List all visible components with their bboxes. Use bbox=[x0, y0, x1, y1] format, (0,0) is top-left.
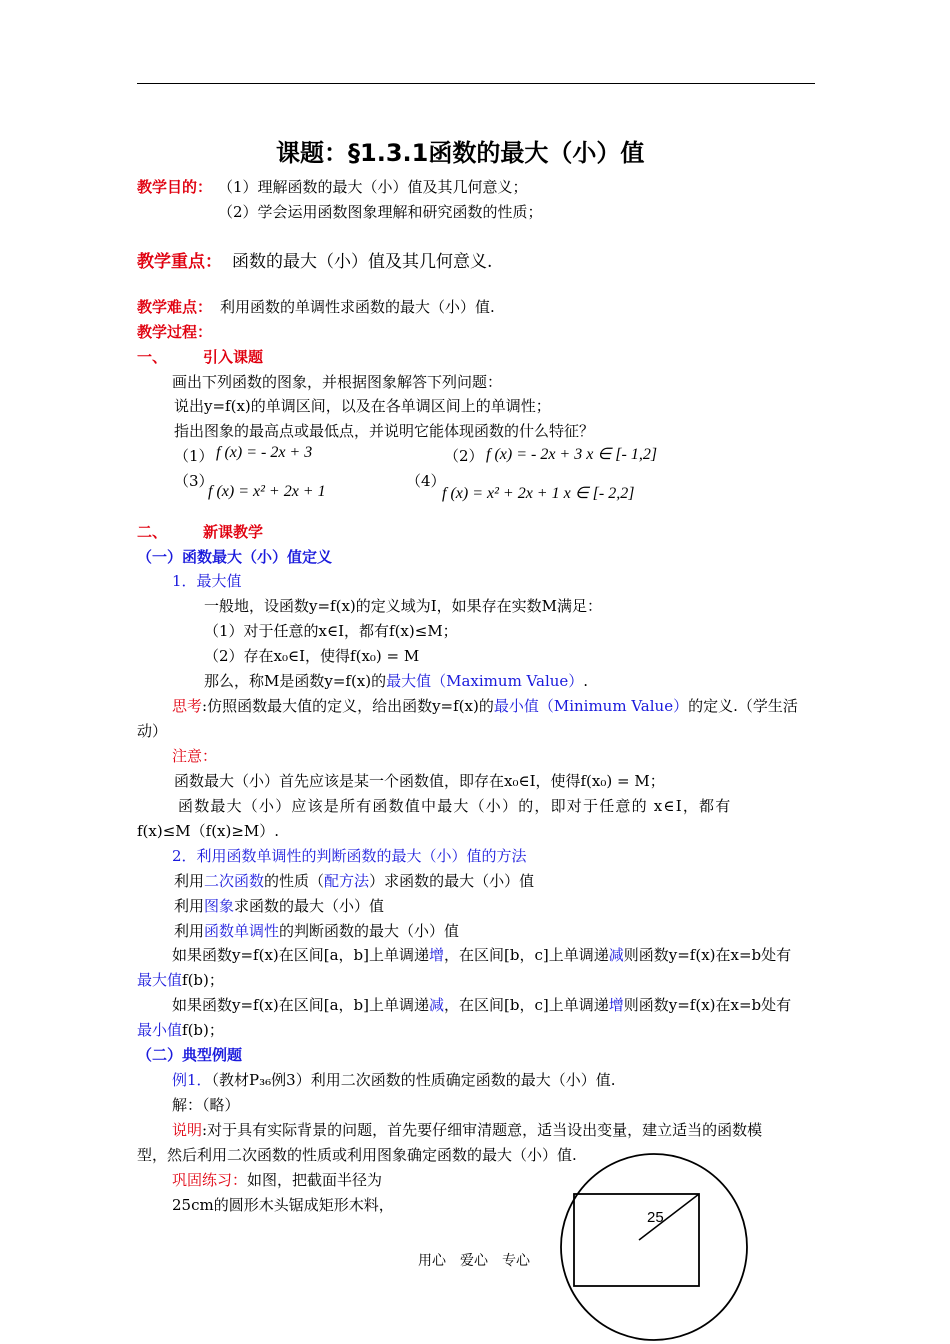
rule-min-term: 最小值 bbox=[137, 1021, 183, 1039]
rule-min-d: 增 bbox=[608, 996, 624, 1014]
rule-max-b: 增 bbox=[429, 946, 445, 964]
method-1-a: 利用 bbox=[174, 872, 205, 890]
method-2-c: 求函数的最大（小）值 bbox=[234, 897, 385, 915]
rule-min-b: 减 bbox=[429, 996, 445, 1014]
method-3-b: 函数单调性 bbox=[204, 922, 280, 940]
definition-line2: （1）对于任意的x∈I，都有f(x)≤M； bbox=[204, 622, 458, 640]
rule-min-end: f(b)； bbox=[182, 1021, 224, 1039]
rule-min-c: ，在区间[b，c]上单调递 bbox=[444, 996, 609, 1014]
method-2-b: 图象 bbox=[204, 897, 235, 915]
function-4-number: （4） bbox=[406, 472, 446, 490]
explanation-line2: 型，然后利用二次函数的性质或利用图象确定函数的最大（小）值. bbox=[137, 1146, 577, 1164]
page-title: 课题：§1.3.1函数的最大（小）值 bbox=[276, 139, 645, 167]
method-2 bbox=[174, 895, 384, 916]
radius-label: 25 bbox=[647, 1209, 664, 1226]
section1-number: 一、 bbox=[137, 348, 168, 366]
method-1-d: 配方法 bbox=[324, 872, 370, 890]
rule-min-a: 如果函数y=f(x)在区间[a，b]上单调递 bbox=[172, 996, 430, 1014]
rule-max bbox=[172, 944, 791, 965]
example-1-text: （教材P₃₆例3）利用二次函数的性质确定函数的最大（小）值. bbox=[211, 1071, 616, 1089]
rule-max-e: 则函数y=f(x)在x=b处有 bbox=[623, 946, 792, 964]
definition-line4-text: 那么，称M是函数y=f(x)的 bbox=[204, 672, 387, 690]
rule-max-a: 如果函数y=f(x)在区间[a，b]上单调递 bbox=[172, 946, 430, 964]
explanation-line1 bbox=[172, 1119, 762, 1140]
rule-max-end: f(b)； bbox=[182, 971, 224, 989]
section1-line2: 说出y=f(x)的单调区间，以及在各单调区间上的单调性； bbox=[174, 397, 551, 415]
function-2-number: （2） bbox=[444, 447, 484, 465]
rule-max-continuation bbox=[137, 969, 224, 990]
log-cross-section-circle bbox=[561, 1154, 747, 1340]
definition-line3: （2）存在x₀∈I，使得f(x₀) = M bbox=[204, 647, 420, 665]
function-4: f (x) = x² + 2x + 1 x ∈ [- 2,2] bbox=[442, 485, 635, 502]
section1-line3: 指出图象的最高点或最低点，并说明它能体现函数的什么特征？ bbox=[174, 422, 595, 440]
practice-line1 bbox=[172, 1169, 382, 1190]
header-rule bbox=[137, 83, 815, 84]
section2-number: 二、 bbox=[137, 523, 168, 541]
think-paragraph bbox=[172, 695, 798, 716]
definition-line1: 一般地，设函数y=f(x)的定义域为I，如果存在实数M满足： bbox=[204, 597, 603, 615]
explanation-label: 说明 bbox=[172, 1121, 203, 1139]
note-line2: 函数最大（小）应该是所有函数值中最大（小）的，即对于任意的 x∈I，都有 bbox=[178, 797, 732, 815]
definition-line4 bbox=[204, 670, 588, 691]
subsection-examples: （二）典型例题 bbox=[137, 1046, 243, 1064]
think-label: 思考 bbox=[172, 697, 203, 715]
difficulties-text: 利用函数的单调性求函数的最大（小）值. bbox=[220, 298, 495, 316]
section2-title: 新课教学 bbox=[203, 523, 264, 541]
explanation-text: :对于具有实际背景的问题，首先要仔细审清题意，适当设出变量，建立适当的函数模 bbox=[202, 1121, 763, 1139]
note-label: 注意： bbox=[172, 747, 218, 765]
note-line2-continuation: f(x)≤M（f(x)≥M）. bbox=[137, 822, 280, 840]
section1-title: 引入课题 bbox=[203, 348, 264, 366]
difficulties-label: 教学难点： bbox=[137, 298, 213, 316]
section1-line1: 画出下列函数的图象，并根据图象解答下列问题： bbox=[172, 373, 503, 391]
circle-rectangle-figure bbox=[559, 1152, 749, 1342]
function-2: f (x) = - 2x + 3 x ∈ [- 1,2] bbox=[486, 446, 658, 463]
think-text: :仿照函数最大值的定义，给出函数y=f(x)的 bbox=[202, 697, 494, 715]
method-3-c: 的判断函数的最大（小）值 bbox=[279, 922, 460, 940]
process-label: 教学过程： bbox=[137, 323, 213, 341]
method-1-c: 的性质（ bbox=[264, 872, 325, 890]
think-text-end: 的定义.（学生活 bbox=[688, 697, 798, 715]
example-1 bbox=[172, 1069, 615, 1090]
key-points-text: 函数的最大（小）值及其几何意义. bbox=[232, 252, 493, 272]
think-continuation: 动） bbox=[137, 722, 168, 740]
min-value-term: 最小值（Minimum Value） bbox=[493, 697, 689, 715]
example-1-label: 例1． bbox=[172, 1071, 212, 1089]
definition-line4-end: . bbox=[583, 672, 589, 690]
rule-min bbox=[172, 994, 791, 1015]
max-value-term: 最大值（Maximum Value） bbox=[386, 672, 584, 690]
practice-line2: 25cm的圆形木头锯成矩形木料， bbox=[172, 1196, 394, 1214]
function-1: f (x) = - 2x + 3 bbox=[216, 444, 313, 461]
note-line1: 函数最大（小）首先应该是某一个函数值，即存在x₀∈I，使得f(x₀) = M； bbox=[174, 772, 665, 790]
subsection-definition: （一）函数最大（小）值定义 bbox=[137, 548, 333, 566]
method-1-e: ）求函数的最大（小）值 bbox=[369, 872, 535, 890]
page-footer: 用心 爱心 专心 bbox=[418, 1253, 530, 1269]
practice-label: 巩固练习： bbox=[172, 1171, 248, 1189]
function-3-number: （3） bbox=[174, 472, 214, 490]
rule-max-c: ，在区间[b，c]上单调递 bbox=[444, 946, 609, 964]
rule-max-term: 最大值 bbox=[137, 971, 183, 989]
method-heading: 2．利用函数单调性的判断函数的最大（小）值的方法 bbox=[172, 847, 527, 865]
objective-item-1: （1）理解函数的最大（小）值及其几何意义； bbox=[218, 178, 528, 196]
key-points-label: 教学重点： bbox=[137, 252, 222, 272]
method-1-b: 二次函数 bbox=[204, 872, 265, 890]
rule-min-continuation bbox=[137, 1019, 224, 1040]
function-3: f (x) = x² + 2x + 1 bbox=[208, 483, 326, 500]
method-3-a: 利用 bbox=[174, 922, 205, 940]
practice-text: 如图，把截面半径为 bbox=[247, 1171, 383, 1189]
method-2-a: 利用 bbox=[174, 897, 205, 915]
rule-min-e: 则函数y=f(x)在x=b处有 bbox=[623, 996, 792, 1014]
function-1-number: （1） bbox=[174, 447, 214, 465]
method-3 bbox=[174, 920, 459, 941]
objectives-label: 教学目的： bbox=[137, 178, 213, 196]
max-value-heading: 1．最大值 bbox=[172, 572, 242, 590]
objective-item-2: （2）学会运用函数图象理解和研究函数的性质； bbox=[218, 203, 543, 221]
solution-line: 解：（略） bbox=[172, 1096, 240, 1114]
method-1 bbox=[174, 870, 534, 891]
rule-max-d: 减 bbox=[608, 946, 624, 964]
